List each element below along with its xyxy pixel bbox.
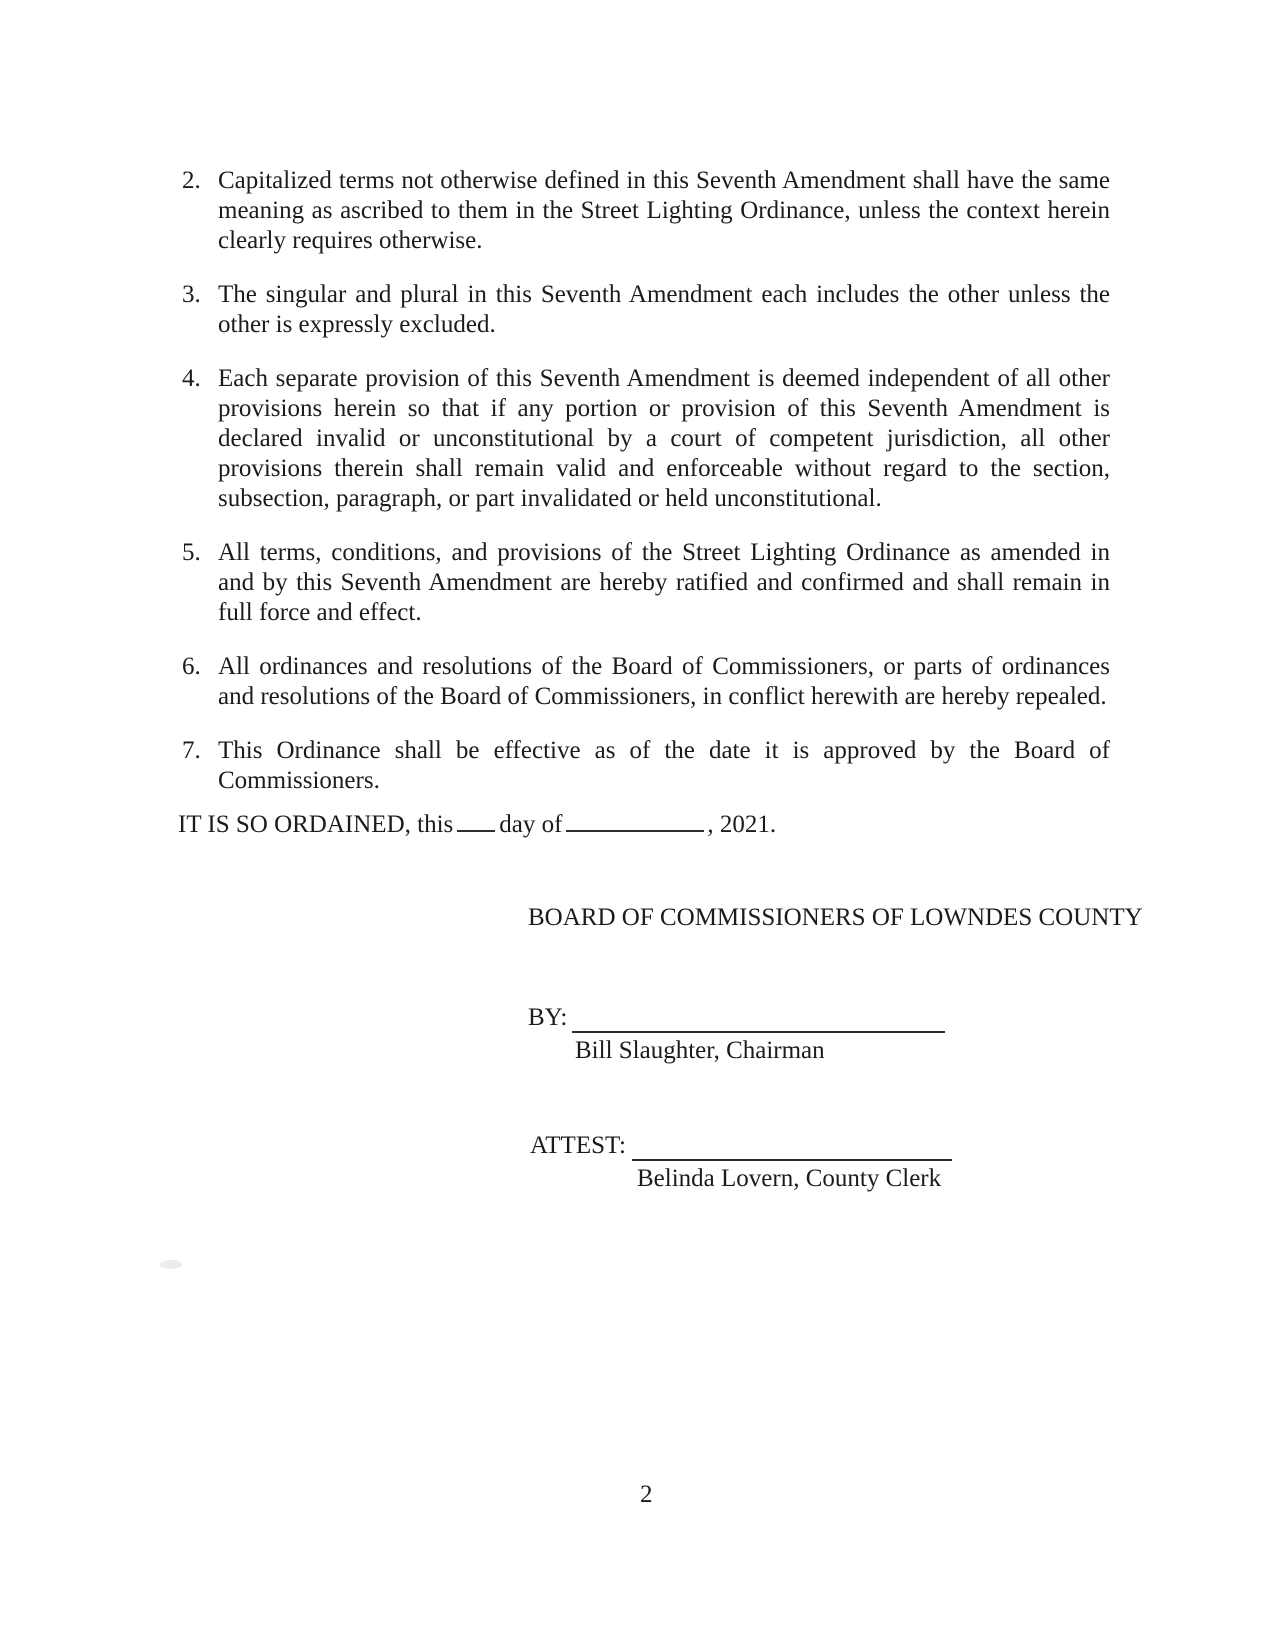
attest-label: ATTEST: bbox=[530, 1132, 626, 1159]
list-item bbox=[182, 538, 1110, 628]
item-number: 4. bbox=[182, 365, 201, 392]
attest-signer-name: Belinda Lovern, County Clerk bbox=[637, 1165, 942, 1192]
item-number: 5. bbox=[182, 539, 201, 566]
item-text: All ordinances and resolutions of the Board of Commissioners, or parts of ordinances and resolutions of the Board of Commissioners, in conflict herewith are hereby repealed. bbox=[218, 653, 1110, 710]
item-text: All terms, conditions, and provisions of the Street Lighting Ordinance as amended in and by this Seventh Amendment are hereby ratified and confirmed and shall remain in full force and effect. bbox=[218, 539, 1110, 626]
list-item bbox=[182, 736, 1110, 796]
so-ordained-suffix: , 2021. bbox=[707, 811, 777, 838]
so-ordained-line bbox=[178, 806, 776, 840]
item-number: 2. bbox=[182, 167, 201, 194]
item-number: 6. bbox=[182, 653, 201, 680]
month-blank-line bbox=[566, 806, 704, 832]
so-ordained-prefix: IT IS SO ORDAINED, this bbox=[178, 811, 454, 838]
so-ordained-middle: day of bbox=[499, 811, 563, 838]
list-item bbox=[182, 166, 1110, 256]
item-text: This Ordinance shall be effective as of the date it is approved by the Board of Commissioners. bbox=[218, 737, 1110, 794]
by-signature-block bbox=[528, 1003, 945, 1066]
item-text: The singular and plural in this Seventh Amendment each includes the other unless the other is expressly excluded. bbox=[218, 281, 1110, 338]
list-item bbox=[182, 364, 1110, 514]
board-title: BOARD OF COMMISSIONERS OF LOWNDES COUNTY bbox=[528, 904, 1143, 931]
by-signature-line bbox=[572, 1005, 945, 1033]
list-item bbox=[182, 652, 1110, 712]
by-signer-name: Bill Slaughter, Chairman bbox=[575, 1037, 825, 1064]
item-number: 7. bbox=[182, 737, 201, 764]
item-number: 3. bbox=[182, 281, 201, 308]
page-number: 2 bbox=[640, 1481, 653, 1508]
attest-signature-line bbox=[632, 1133, 952, 1161]
item-text: Each separate provision of this Seventh Amendment is deemed independent of all other provisions herein so that if any portion or provision of this Seventh Amendment is declared invalid or unconstitutional by a court of competent jurisdiction, all other provisions therein shall remain valid and enforceable without regard to the section, subsection, paragraph, or part invalidated or held unconstitutional. bbox=[218, 365, 1110, 512]
attest-row bbox=[530, 1131, 952, 1161]
by-row bbox=[528, 1003, 945, 1033]
attest-signature-block bbox=[530, 1131, 952, 1194]
list-item bbox=[182, 280, 1110, 340]
numbered-provisions-list bbox=[182, 166, 1110, 820]
item-text: Capitalized terms not otherwise defined in this Seventh Amendment shall have the same meaning as ascribed to them in the Street Lighting Ordinance, unless the context herein clearly requires otherwise. bbox=[218, 167, 1110, 254]
by-label: BY: bbox=[528, 1004, 568, 1031]
day-blank-line bbox=[457, 806, 495, 832]
scan-smudge-artifact bbox=[160, 1260, 182, 1269]
